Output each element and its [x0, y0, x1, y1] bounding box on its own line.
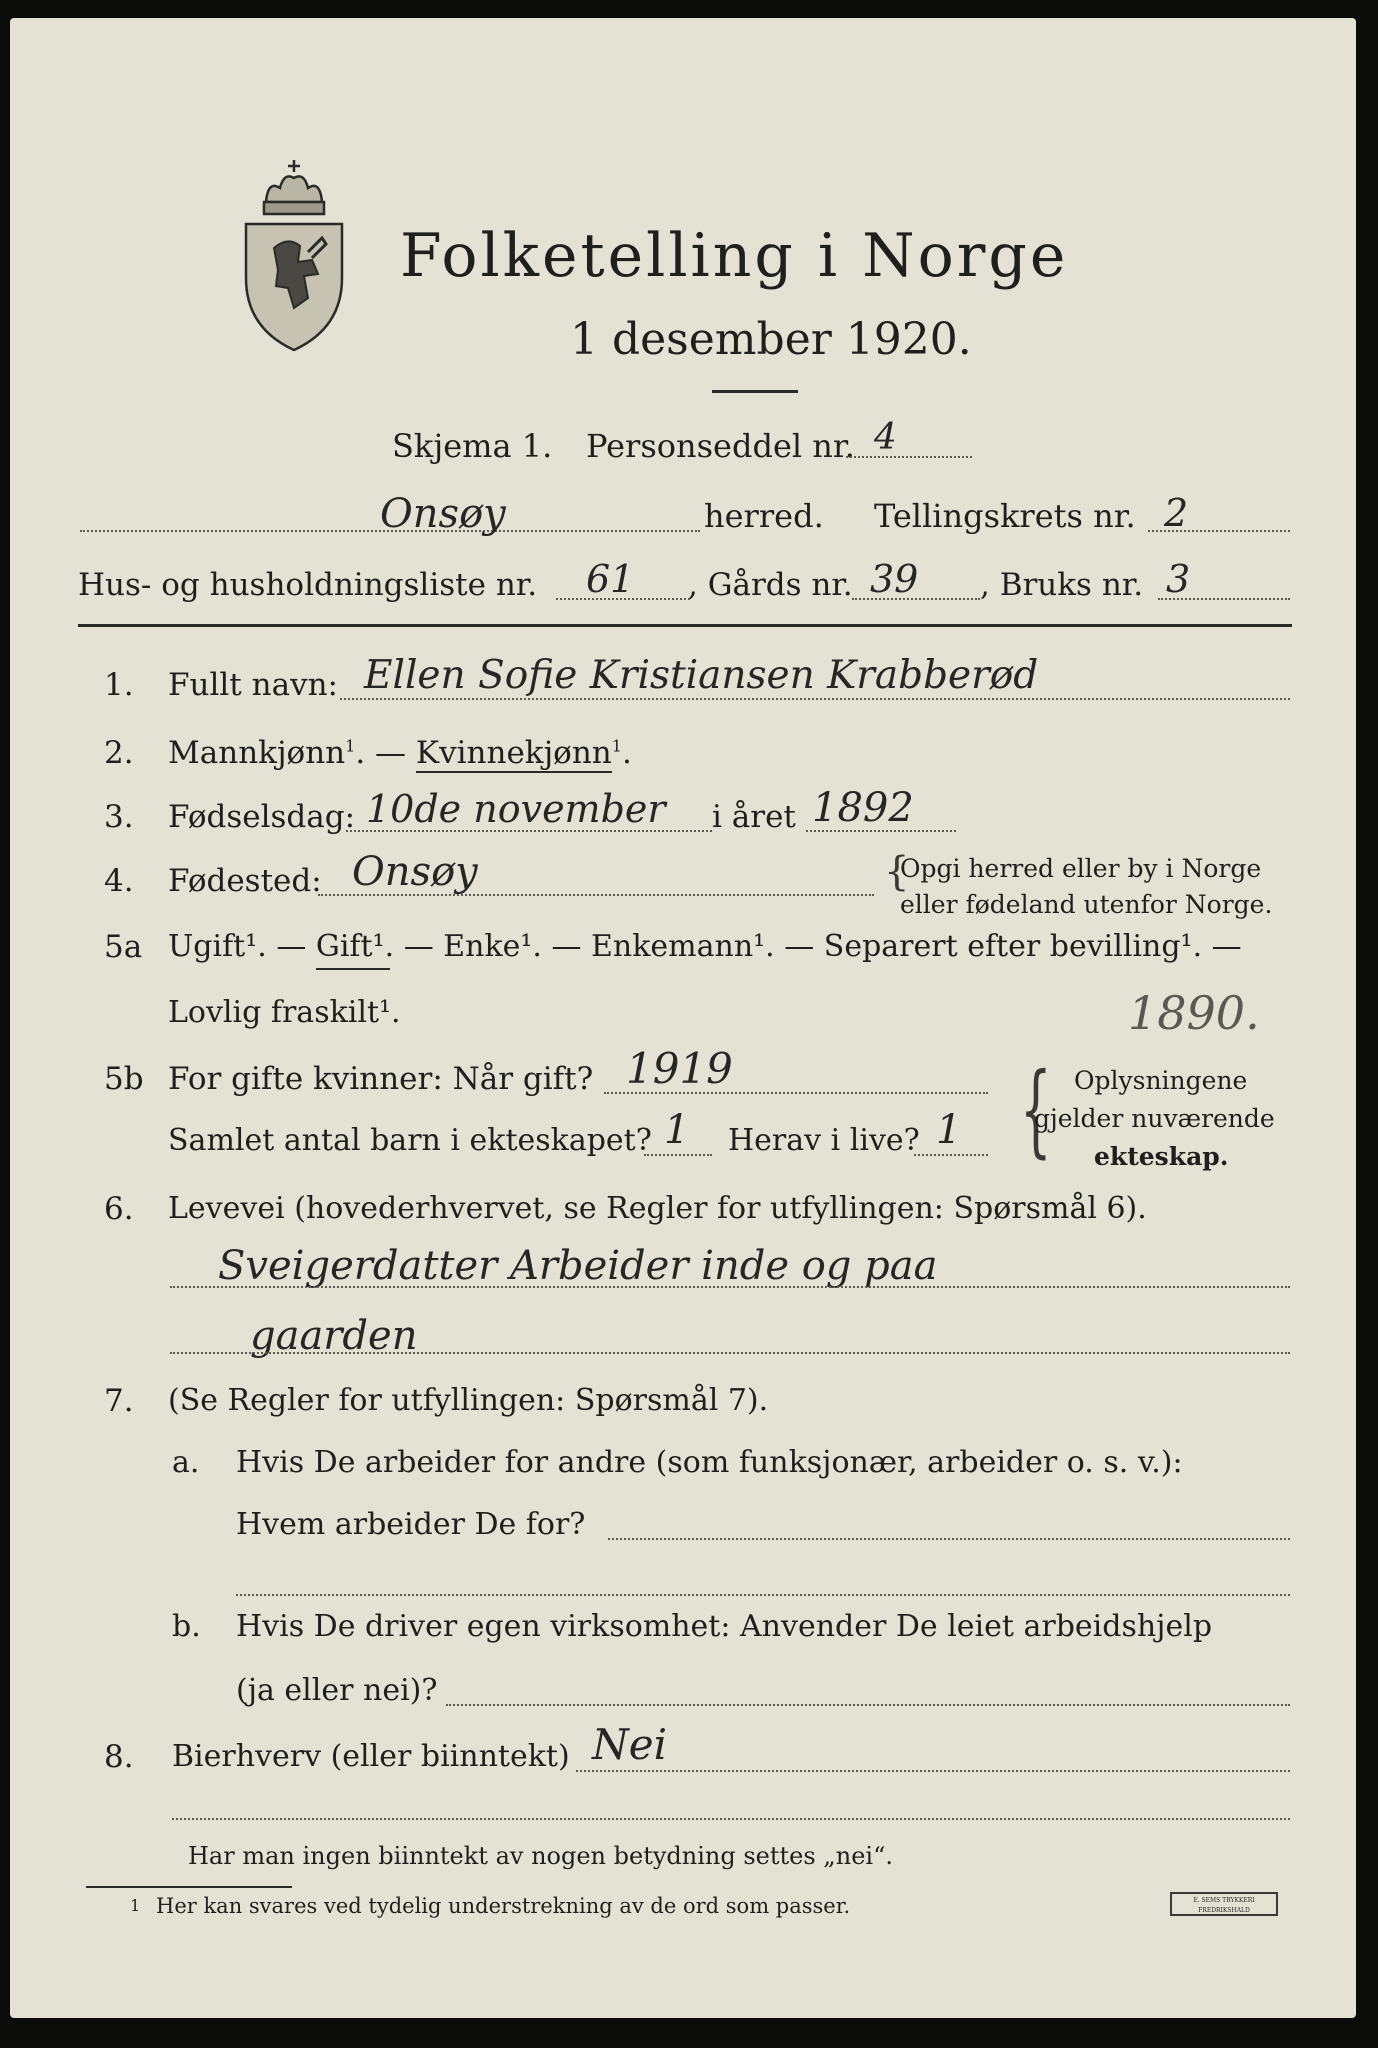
- side-income-field-line2: [172, 1818, 1290, 1820]
- husholdningsliste-number: 61: [586, 557, 635, 601]
- herred-label: herred.: [704, 497, 824, 535]
- occupation-label: Levevei (hovederhvervet, se Regler for utfyllingen: Spørsmål 6).: [168, 1191, 1147, 1226]
- birthplace-note-line1: Opgi herred eller by i Norge: [900, 854, 1262, 883]
- children-alive-field-line: [914, 1154, 988, 1156]
- personseddel-field-line: [846, 456, 972, 458]
- full-name-value: Ellen Sofie Kristiansen Krabberød: [364, 653, 1039, 698]
- q3-number: 3.: [104, 799, 134, 835]
- printer-stamp: E. SEMS TRYKKERI FREDRIKSHALD: [1170, 1892, 1278, 1916]
- marriage-note-line1: Oplysningene: [1074, 1066, 1248, 1095]
- footnote-number: 1: [130, 1896, 141, 1915]
- herred-value: Onsøy: [380, 491, 506, 537]
- census-date: 1 desember 1920.: [570, 314, 972, 365]
- side-income-label: Bierhverv (eller biinntekt): [172, 1739, 570, 1774]
- q7a-question: Hvis De arbeider for andre (som funksjonær, arbeider o. s. v.):: [236, 1445, 1183, 1480]
- children-alive-value: 1: [936, 1107, 962, 1153]
- side-income-value: Nei: [592, 1720, 668, 1769]
- birth-year-value: 1892: [812, 785, 914, 831]
- header-separator: [78, 624, 1292, 627]
- marriage-note-line2: gjelder nuværende: [1034, 1104, 1275, 1133]
- bracket-icon: {: [1019, 1051, 1052, 1168]
- married-when-label: For gifte kvinner: Når gift?: [168, 1061, 594, 1097]
- personseddel-number: 4: [874, 417, 897, 458]
- husholdningsliste-label: Hus- og husholdningsliste nr.: [78, 567, 538, 603]
- married-year-value: 1919: [626, 1044, 733, 1093]
- marital-status-options-line2: Lovlig fraskilt¹.: [168, 995, 401, 1030]
- q7b-letter: b.: [172, 1609, 201, 1644]
- children-total-field-line: [644, 1154, 712, 1156]
- hired-help-label: (ja eller nei)?: [236, 1673, 438, 1708]
- occupation-value-line1: Sveigerdatter Arbeider inde og paa: [218, 1243, 938, 1289]
- q7-number: 7.: [104, 1383, 134, 1419]
- children-total-label: Samlet antal barn i ekteskapet?: [168, 1123, 652, 1158]
- tellingskrets-number: 2: [1164, 491, 1189, 535]
- norwegian-coat-of-arms-emblem: [238, 158, 350, 354]
- children-alive-label: Herav i live?: [728, 1123, 920, 1158]
- bruks-label: , Bruks nr.: [980, 567, 1144, 603]
- marriage-note-line3: ekteskap.: [1094, 1142, 1229, 1171]
- margin-annotation: 1890.: [1128, 986, 1260, 1040]
- option-kvinnekjonn-underlined: Kvinnekjønn: [415, 735, 612, 771]
- side-income-note: Har man ingen biinntekt av nogen betydning settes „nei“.: [188, 1842, 893, 1870]
- full-name-field-line: [340, 698, 1290, 700]
- q2-number: 2.: [104, 735, 134, 771]
- q7-label: (Se Regler for utfyllingen: Spørsmål 7).: [168, 1383, 769, 1418]
- q1-number: 1.: [104, 667, 134, 703]
- option-separator: . —: [355, 735, 407, 771]
- birthplace-value: Onsøy: [352, 849, 478, 895]
- footnote-marker: 1: [611, 736, 622, 756]
- children-total-value: 1: [664, 1107, 690, 1153]
- side-income-field-line: [576, 1770, 1290, 1772]
- title-divider: [712, 390, 798, 393]
- marital-status-options: Ugift¹. — Gift¹. — Enke¹. — Enkemann¹. — Separert efter bevilling¹. —: [168, 929, 1242, 964]
- gift-underline: [316, 968, 390, 970]
- birthplace-note-line2: eller fødeland utenfor Norge.: [900, 890, 1273, 919]
- footnote-separator: [86, 1886, 292, 1888]
- skjema-label: Skjema 1.: [392, 427, 553, 465]
- footnote-marker: 1: [345, 736, 356, 756]
- employer-field-line2: [236, 1594, 1290, 1596]
- personseddel-label: Personseddel nr.: [586, 427, 855, 465]
- birth-year-label: i året: [712, 799, 796, 835]
- bracket-icon: {: [884, 849, 910, 895]
- birthday-label: Fødselsdag:: [168, 799, 356, 835]
- hired-help-field-line: [446, 1704, 1290, 1706]
- footnote-text: Her kan svares ved tydelig understrekning av de ord som passer.: [156, 1894, 851, 1918]
- occupation-field-line1: [170, 1286, 1290, 1288]
- occupation-value-line2: gaarden: [250, 1313, 418, 1359]
- full-name-label: Fullt navn:: [168, 667, 338, 703]
- bruks-number: 3: [1166, 557, 1191, 601]
- q7a-letter: a.: [172, 1445, 200, 1480]
- gender-options: [168, 735, 632, 771]
- employer-field-line: [608, 1538, 1290, 1540]
- option-mannkjonn: Mannkjønn: [168, 735, 346, 771]
- q4-number: 4.: [104, 863, 134, 899]
- q6-number: 6.: [104, 1191, 134, 1227]
- gards-number: 39: [870, 557, 919, 601]
- tellingskrets-label: Tellingskrets nr.: [874, 497, 1136, 535]
- q8-number: 8.: [104, 1739, 134, 1775]
- employer-label: Hvem arbeider De for?: [236, 1507, 586, 1542]
- form-title: Folketelling i Norge: [400, 221, 1069, 291]
- occupation-field-line2: [170, 1352, 1290, 1354]
- birthplace-label: Fødested:: [168, 863, 322, 899]
- option-end: .: [621, 735, 632, 771]
- q5b-number: 5b: [104, 1061, 144, 1097]
- gards-label: , Gårds nr.: [688, 567, 853, 603]
- q7b-question: Hvis De driver egen virksomhet: Anvender De leiet arbeidshjelp: [236, 1609, 1213, 1644]
- q5a-number: 5a: [104, 929, 143, 965]
- birthday-value: 10de november: [366, 787, 666, 831]
